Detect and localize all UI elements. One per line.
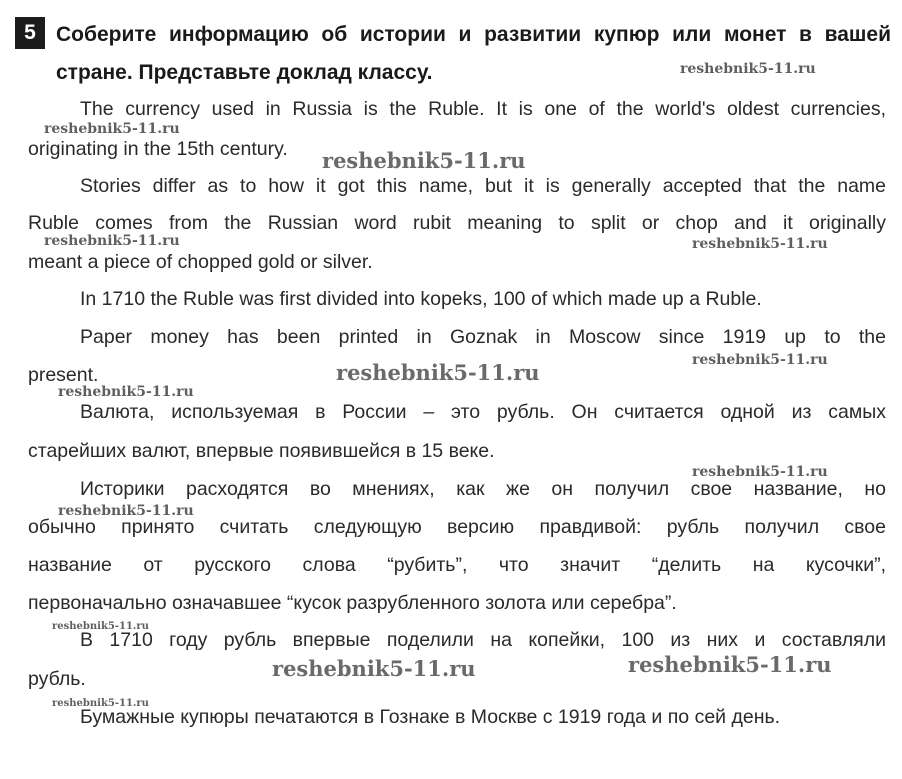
text-line: Валюта, используемая в России – это рубль. Он считается одной из самых [80, 401, 886, 423]
task-title: Соберите информацию об истории и развитии купюр или монет в вашей стране. Представьте доклад классу. [56, 23, 891, 84]
task-number-badge: 5 [15, 17, 45, 49]
text-line: Paper money has been printed in Goznak in Moscow since 1919 up to the [80, 326, 886, 348]
watermark: reshebnik5-11.ru [692, 236, 828, 252]
text-line: Бумажные купюры печатаются в Гознаке в Москве с 1919 года и по сей день. [80, 706, 781, 728]
text-line: первоначально означавшее “кусок разрубленного золота или серебра”. [28, 592, 677, 614]
text-line: В 1710 году рубль впервые поделили на копейки, 100 из них и составляли [80, 629, 886, 651]
text-line: meant a piece of chopped gold or silver. [28, 251, 373, 273]
watermark: reshebnik5-11.ru [322, 148, 526, 173]
watermark: reshebnik5-11.ru [692, 464, 828, 480]
watermark: reshebnik5-11.ru [52, 698, 149, 709]
watermark: reshebnik5-11.ru [680, 61, 816, 77]
watermark: reshebnik5-11.ru [692, 352, 828, 368]
watermark: reshebnik5-11.ru [272, 656, 476, 681]
text-line: The currency used in Russia is the Ruble. It is one of the world's oldest currencies, [80, 98, 886, 120]
watermark: reshebnik5-11.ru [336, 360, 540, 385]
text-line: рубль. [28, 668, 86, 690]
text-line: название от русского слова “рубить”, что значит “делить на кусочки”, [28, 554, 886, 576]
text-line: Ruble comes from the Russian word rubit meaning to split or chop and it originally [28, 212, 886, 234]
text-line: старейших валют, впервые появившейся в 15 веке. [28, 440, 495, 462]
text-line: Stories differ as to how it got this name, but it is generally accepted that the name [80, 175, 886, 197]
watermark: reshebnik5-11.ru [52, 621, 149, 632]
text-line: In 1710 the Ruble was first divided into kopeks, 100 of which made up a Ruble. [80, 288, 762, 310]
watermark: reshebnik5-11.ru [58, 503, 194, 519]
text-line: originating in the 15th century. [28, 138, 288, 160]
text-line: present. [28, 364, 99, 386]
watermark: reshebnik5-11.ru [58, 384, 194, 400]
watermark: reshebnik5-11.ru [628, 652, 832, 677]
watermark: reshebnik5-11.ru [44, 233, 180, 249]
text-line: обычно принято считать следующую версию правдивой: рубль получил свое [28, 516, 886, 538]
watermark: reshebnik5-11.ru [44, 121, 180, 137]
text-line: Историки расходятся во мнениях, как же он получил свое название, но [80, 478, 886, 500]
